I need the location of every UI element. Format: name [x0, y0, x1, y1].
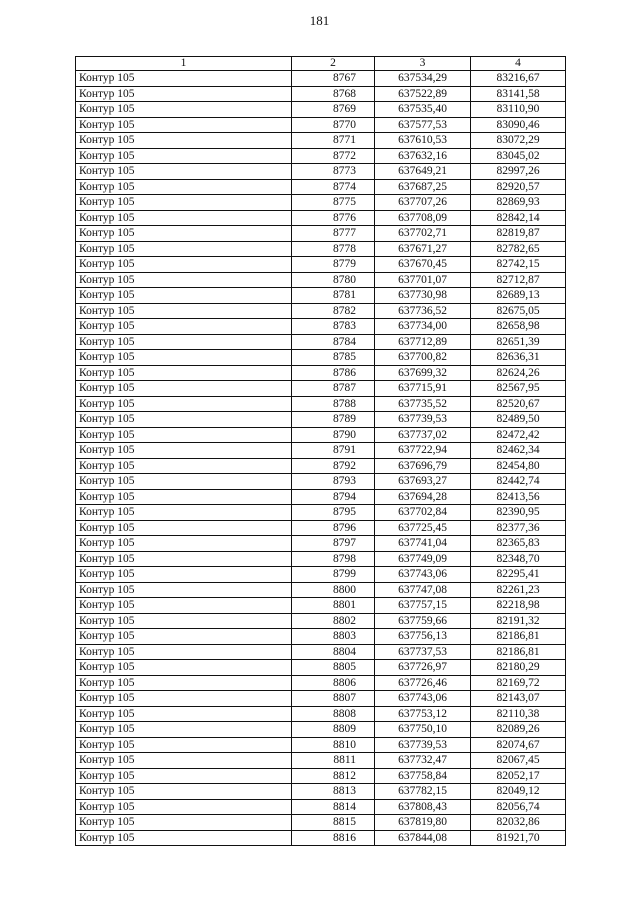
- point-number-cell: 8808: [292, 706, 375, 722]
- contour-name-cell: Контур 105: [76, 443, 292, 459]
- y-coordinate-cell: 82689,13: [471, 288, 566, 304]
- point-number-cell: 8814: [292, 799, 375, 815]
- table-header: [76, 57, 566, 71]
- x-coordinate-cell: 637736,52: [375, 303, 471, 319]
- point-number-cell: 8790: [292, 427, 375, 443]
- point-number-cell: 8802: [292, 613, 375, 629]
- table-row: [76, 179, 566, 195]
- contour-name-cell: Контур 105: [76, 675, 292, 691]
- y-coordinate-cell: 82462,34: [471, 443, 566, 459]
- y-coordinate-cell: 82074,67: [471, 737, 566, 753]
- contour-name-cell: Контур 105: [76, 86, 292, 102]
- table-row: [76, 784, 566, 800]
- table-row: [76, 148, 566, 164]
- table-row: [76, 799, 566, 815]
- x-coordinate-cell: 637750,10: [375, 722, 471, 738]
- x-coordinate-cell: 637741,04: [375, 536, 471, 552]
- contour-name-cell: Контур 105: [76, 660, 292, 676]
- contour-name-cell: Контур 105: [76, 737, 292, 753]
- x-coordinate-cell: 637808,43: [375, 799, 471, 815]
- table-body: [76, 71, 566, 846]
- x-coordinate-cell: 637758,84: [375, 768, 471, 784]
- contour-name-cell: Контур 105: [76, 706, 292, 722]
- table-row: [76, 536, 566, 552]
- x-coordinate-cell: 637700,82: [375, 350, 471, 366]
- x-coordinate-cell: 637737,53: [375, 644, 471, 660]
- point-number-cell: 8770: [292, 117, 375, 133]
- contour-name-cell: Контур 105: [76, 117, 292, 133]
- table-row: [76, 241, 566, 257]
- x-coordinate-cell: 637743,06: [375, 567, 471, 583]
- contour-name-cell: Контур 105: [76, 396, 292, 412]
- point-number-cell: 8786: [292, 365, 375, 381]
- contour-name-cell: Контур 105: [76, 272, 292, 288]
- y-coordinate-cell: 82052,17: [471, 768, 566, 784]
- point-number-cell: 8768: [292, 86, 375, 102]
- y-coordinate-cell: 82390,95: [471, 505, 566, 521]
- y-coordinate-cell: 82089,26: [471, 722, 566, 738]
- point-number-cell: 8805: [292, 660, 375, 676]
- contour-name-cell: Контур 105: [76, 815, 292, 831]
- table-row: [76, 350, 566, 366]
- page-number: 181: [309, 13, 330, 28]
- x-coordinate-cell: 637694,28: [375, 489, 471, 505]
- y-coordinate-cell: 82489,50: [471, 412, 566, 428]
- point-number-cell: 8807: [292, 691, 375, 707]
- y-coordinate-cell: 82842,14: [471, 210, 566, 226]
- contour-name-cell: Контур 105: [76, 226, 292, 242]
- point-number-cell: 8815: [292, 815, 375, 831]
- y-coordinate-cell: 82348,70: [471, 551, 566, 567]
- table-row: [76, 830, 566, 846]
- contour-name-cell: Контур 105: [76, 288, 292, 304]
- y-coordinate-cell: 82180,29: [471, 660, 566, 676]
- y-coordinate-cell: 83045,02: [471, 148, 566, 164]
- x-coordinate-cell: 637819,80: [375, 815, 471, 831]
- table-row: [76, 675, 566, 691]
- x-coordinate-cell: 637725,45: [375, 520, 471, 536]
- point-number-cell: 8780: [292, 272, 375, 288]
- contour-name-cell: Контур 105: [76, 830, 292, 846]
- point-number-cell: 8812: [292, 768, 375, 784]
- contour-name-cell: Контур 105: [76, 412, 292, 428]
- x-coordinate-cell: 637734,00: [375, 319, 471, 335]
- point-number-cell: 8788: [292, 396, 375, 412]
- table-row: [76, 412, 566, 428]
- x-coordinate-cell: 637670,45: [375, 257, 471, 273]
- point-number-cell: 8778: [292, 241, 375, 257]
- y-coordinate-cell: 82520,67: [471, 396, 566, 412]
- table-row: [76, 644, 566, 660]
- y-coordinate-cell: 82295,41: [471, 567, 566, 583]
- y-coordinate-cell: 83141,58: [471, 86, 566, 102]
- contour-name-cell: Контур 105: [76, 241, 292, 257]
- x-coordinate-cell: 637632,16: [375, 148, 471, 164]
- header-col-3: 3: [375, 57, 471, 71]
- y-coordinate-cell: 82658,98: [471, 319, 566, 335]
- table-row: [76, 381, 566, 397]
- table-row: [76, 458, 566, 474]
- point-number-cell: 8784: [292, 334, 375, 350]
- contour-name-cell: Контур 105: [76, 195, 292, 211]
- table-row: [76, 660, 566, 676]
- point-number-cell: 8794: [292, 489, 375, 505]
- x-coordinate-cell: 637702,71: [375, 226, 471, 242]
- table-row: [76, 737, 566, 753]
- point-number-cell: 8800: [292, 582, 375, 598]
- table-row: [76, 164, 566, 180]
- contour-name-cell: Контур 105: [76, 598, 292, 614]
- x-coordinate-cell: 637759,66: [375, 613, 471, 629]
- x-coordinate-cell: 637687,25: [375, 179, 471, 195]
- x-coordinate-cell: 637726,46: [375, 675, 471, 691]
- header-col-1: 1: [76, 57, 292, 71]
- table-row: [76, 86, 566, 102]
- contour-name-cell: Контур 105: [76, 691, 292, 707]
- contour-name-cell: Контур 105: [76, 505, 292, 521]
- point-number-cell: 8787: [292, 381, 375, 397]
- point-number-cell: 8796: [292, 520, 375, 536]
- contour-name-cell: Контур 105: [76, 319, 292, 335]
- x-coordinate-cell: 637739,53: [375, 412, 471, 428]
- point-number-cell: 8816: [292, 830, 375, 846]
- table-row: [76, 288, 566, 304]
- point-number-cell: 8771: [292, 133, 375, 149]
- contour-name-cell: Контур 105: [76, 567, 292, 583]
- table-row: [76, 505, 566, 521]
- x-coordinate-cell: 637534,29: [375, 71, 471, 87]
- contour-name-cell: Контур 105: [76, 133, 292, 149]
- header-col-2: 2: [292, 57, 375, 71]
- point-number-cell: 8775: [292, 195, 375, 211]
- point-number-cell: 8792: [292, 458, 375, 474]
- x-coordinate-cell: 637747,08: [375, 582, 471, 598]
- table-row: [76, 427, 566, 443]
- table-row: [76, 133, 566, 149]
- point-number-cell: 8810: [292, 737, 375, 753]
- contour-name-cell: Контур 105: [76, 458, 292, 474]
- y-coordinate-cell: 82143,07: [471, 691, 566, 707]
- point-number-cell: 8773: [292, 164, 375, 180]
- table-row: [76, 753, 566, 769]
- table-row: [76, 102, 566, 118]
- contour-name-cell: Контур 105: [76, 582, 292, 598]
- point-number-cell: 8785: [292, 350, 375, 366]
- point-number-cell: 8806: [292, 675, 375, 691]
- y-coordinate-cell: 82997,26: [471, 164, 566, 180]
- header-col-4: 4: [471, 57, 566, 71]
- table-row: [76, 520, 566, 536]
- y-coordinate-cell: 82472,42: [471, 427, 566, 443]
- y-coordinate-cell: 82636,31: [471, 350, 566, 366]
- x-coordinate-cell: 637722,94: [375, 443, 471, 459]
- x-coordinate-cell: 637712,89: [375, 334, 471, 350]
- table-row: [76, 210, 566, 226]
- table-row: [76, 272, 566, 288]
- contour-name-cell: Контур 105: [76, 257, 292, 273]
- x-coordinate-cell: 637782,15: [375, 784, 471, 800]
- table-row: [76, 71, 566, 87]
- contour-name-cell: Контур 105: [76, 427, 292, 443]
- point-number-cell: 8799: [292, 567, 375, 583]
- contour-name-cell: Контур 105: [76, 784, 292, 800]
- contour-name-cell: Контур 105: [76, 102, 292, 118]
- table-row: [76, 334, 566, 350]
- point-number-cell: 8804: [292, 644, 375, 660]
- contour-name-cell: Контур 105: [76, 474, 292, 490]
- x-coordinate-cell: 637522,89: [375, 86, 471, 102]
- x-coordinate-cell: 637649,21: [375, 164, 471, 180]
- point-number-cell: 8782: [292, 303, 375, 319]
- point-number-cell: 8803: [292, 629, 375, 645]
- x-coordinate-cell: 637610,53: [375, 133, 471, 149]
- table-row: [76, 582, 566, 598]
- contour-name-cell: Контур 105: [76, 381, 292, 397]
- x-coordinate-cell: 637732,47: [375, 753, 471, 769]
- header-row: [76, 57, 566, 71]
- point-number-cell: 8809: [292, 722, 375, 738]
- table-row: [76, 691, 566, 707]
- point-number-cell: 8813: [292, 784, 375, 800]
- contour-name-cell: Контур 105: [76, 753, 292, 769]
- contour-name-cell: Контур 105: [76, 365, 292, 381]
- table-row: [76, 365, 566, 381]
- x-coordinate-cell: 637735,52: [375, 396, 471, 412]
- contour-name-cell: Контур 105: [76, 722, 292, 738]
- table-row: [76, 567, 566, 583]
- coordinates-table: [75, 56, 566, 846]
- contour-name-cell: Контур 105: [76, 179, 292, 195]
- x-coordinate-cell: 637699,32: [375, 365, 471, 381]
- point-number-cell: 8783: [292, 319, 375, 335]
- table-row: [76, 706, 566, 722]
- contour-name-cell: Контур 105: [76, 768, 292, 784]
- y-coordinate-cell: 82169,72: [471, 675, 566, 691]
- contour-name-cell: Контур 105: [76, 71, 292, 87]
- point-number-cell: 8789: [292, 412, 375, 428]
- y-coordinate-cell: 82782,65: [471, 241, 566, 257]
- table-row: [76, 117, 566, 133]
- point-number-cell: 8781: [292, 288, 375, 304]
- point-number-cell: 8772: [292, 148, 375, 164]
- contour-name-cell: Контур 105: [76, 799, 292, 815]
- contour-name-cell: Контур 105: [76, 350, 292, 366]
- y-coordinate-cell: 82624,26: [471, 365, 566, 381]
- y-coordinate-cell: 82056,74: [471, 799, 566, 815]
- y-coordinate-cell: 81921,70: [471, 830, 566, 846]
- table-row: [76, 474, 566, 490]
- point-number-cell: 8777: [292, 226, 375, 242]
- point-number-cell: 8767: [292, 71, 375, 87]
- y-coordinate-cell: 82567,95: [471, 381, 566, 397]
- x-coordinate-cell: 637756,13: [375, 629, 471, 645]
- y-coordinate-cell: 83072,29: [471, 133, 566, 149]
- contour-name-cell: Контур 105: [76, 629, 292, 645]
- x-coordinate-cell: 637844,08: [375, 830, 471, 846]
- point-number-cell: 8774: [292, 179, 375, 195]
- y-coordinate-cell: 82442,74: [471, 474, 566, 490]
- y-coordinate-cell: 82032,86: [471, 815, 566, 831]
- y-coordinate-cell: 82049,12: [471, 784, 566, 800]
- contour-name-cell: Контур 105: [76, 489, 292, 505]
- y-coordinate-cell: 82191,32: [471, 613, 566, 629]
- y-coordinate-cell: 83110,90: [471, 102, 566, 118]
- table-row: [76, 443, 566, 459]
- y-coordinate-cell: 82365,83: [471, 536, 566, 552]
- contour-name-cell: Контур 105: [76, 551, 292, 567]
- point-number-cell: 8801: [292, 598, 375, 614]
- table-row: [76, 613, 566, 629]
- y-coordinate-cell: 82413,56: [471, 489, 566, 505]
- x-coordinate-cell: 637693,27: [375, 474, 471, 490]
- x-coordinate-cell: 637743,06: [375, 691, 471, 707]
- x-coordinate-cell: 637715,91: [375, 381, 471, 397]
- contour-name-cell: Контур 105: [76, 148, 292, 164]
- point-number-cell: 8811: [292, 753, 375, 769]
- x-coordinate-cell: 637708,09: [375, 210, 471, 226]
- table-row: [76, 768, 566, 784]
- contour-name-cell: Контур 105: [76, 644, 292, 660]
- x-coordinate-cell: 637730,98: [375, 288, 471, 304]
- contour-name-cell: Контур 105: [76, 334, 292, 350]
- x-coordinate-cell: 637753,12: [375, 706, 471, 722]
- y-coordinate-cell: 82218,98: [471, 598, 566, 614]
- y-coordinate-cell: 82067,45: [471, 753, 566, 769]
- point-number-cell: 8798: [292, 551, 375, 567]
- table-row: [76, 815, 566, 831]
- y-coordinate-cell: 82920,57: [471, 179, 566, 195]
- y-coordinate-cell: 82261,23: [471, 582, 566, 598]
- y-coordinate-cell: 82186,81: [471, 629, 566, 645]
- x-coordinate-cell: 637671,27: [375, 241, 471, 257]
- y-coordinate-cell: 82186,81: [471, 644, 566, 660]
- y-coordinate-cell: 83090,46: [471, 117, 566, 133]
- point-number-cell: 8793: [292, 474, 375, 490]
- y-coordinate-cell: 82712,87: [471, 272, 566, 288]
- point-number-cell: 8776: [292, 210, 375, 226]
- y-coordinate-cell: 83216,67: [471, 71, 566, 87]
- contour-name-cell: Контур 105: [76, 303, 292, 319]
- table-row: [76, 551, 566, 567]
- y-coordinate-cell: 82675,05: [471, 303, 566, 319]
- x-coordinate-cell: 637707,26: [375, 195, 471, 211]
- y-coordinate-cell: 82819,87: [471, 226, 566, 242]
- contour-name-cell: Контур 105: [76, 536, 292, 552]
- x-coordinate-cell: 637577,53: [375, 117, 471, 133]
- point-number-cell: 8769: [292, 102, 375, 118]
- x-coordinate-cell: 637535,40: [375, 102, 471, 118]
- x-coordinate-cell: 637701,07: [375, 272, 471, 288]
- table-row: [76, 489, 566, 505]
- table-row: [76, 598, 566, 614]
- x-coordinate-cell: 637737,02: [375, 427, 471, 443]
- table-row: [76, 195, 566, 211]
- contour-name-cell: Контур 105: [76, 613, 292, 629]
- point-number-cell: 8779: [292, 257, 375, 273]
- contour-name-cell: Контур 105: [76, 164, 292, 180]
- table-row: [76, 396, 566, 412]
- table-row: [76, 303, 566, 319]
- y-coordinate-cell: 82869,93: [471, 195, 566, 211]
- x-coordinate-cell: 637702,84: [375, 505, 471, 521]
- point-number-cell: 8791: [292, 443, 375, 459]
- x-coordinate-cell: 637739,53: [375, 737, 471, 753]
- x-coordinate-cell: 637696,79: [375, 458, 471, 474]
- y-coordinate-cell: 82742,15: [471, 257, 566, 273]
- x-coordinate-cell: 637749,09: [375, 551, 471, 567]
- contour-name-cell: Контур 105: [76, 210, 292, 226]
- x-coordinate-cell: 637726,97: [375, 660, 471, 676]
- x-coordinate-cell: 637757,15: [375, 598, 471, 614]
- table-row: [76, 629, 566, 645]
- point-number-cell: 8797: [292, 536, 375, 552]
- y-coordinate-cell: 82651,39: [471, 334, 566, 350]
- y-coordinate-cell: 82377,36: [471, 520, 566, 536]
- contour-name-cell: Контур 105: [76, 520, 292, 536]
- table-row: [76, 257, 566, 273]
- y-coordinate-cell: 82454,80: [471, 458, 566, 474]
- table-row: [76, 722, 566, 738]
- y-coordinate-cell: 82110,38: [471, 706, 566, 722]
- table-row: [76, 319, 566, 335]
- table-row: [76, 226, 566, 242]
- point-number-cell: 8795: [292, 505, 375, 521]
